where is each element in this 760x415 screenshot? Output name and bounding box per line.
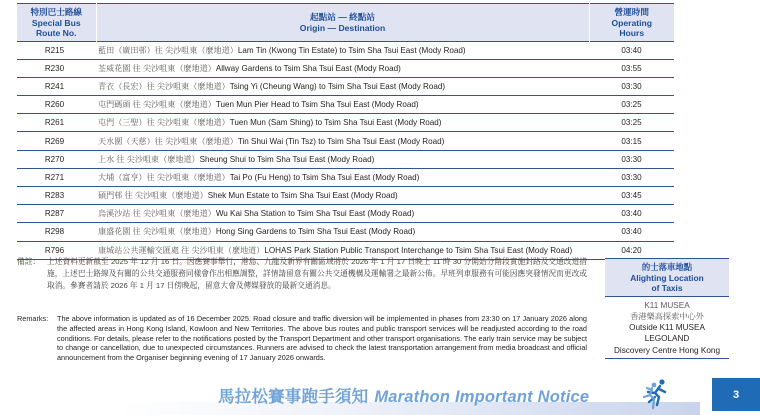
remarks-en-label: Remarks: — [17, 314, 49, 323]
header-od-en: Origin — Destination — [299, 22, 386, 33]
route-number: R230 — [17, 59, 96, 77]
footer-title-zh: 馬拉松賽事跑手須知 — [218, 388, 369, 406]
od-en: Lam Tin (Kwong Tin Estate) to Tsim Sha Tsui East (Mody Road) — [237, 45, 466, 55]
header-operating-hours — [589, 4, 674, 42]
operating-hours: 03:15 — [589, 132, 674, 150]
remarks-en-body: The above information is updated as of 16 December 2025. Road closure and traffic diversion will be implemented in phases from 23:30 on 17 January 2026 along the affected areas in Hong Kong Island, Kowloon and New Territories. The above bus routes and public transport services will be readjusted according to the road conditions. For details, please refer to the notifications posted by the Transport Department and other transport organisations. The early train service may be subject to change or cancellation, due to unexpected circumstances. Runners are advised to check the latest transportation arrangement from media broadcast and official announcement from the Organiser beginning evening of 17 January 2026 onwards. — [57, 314, 587, 363]
taxi-header-en-1: Alighting Location — [630, 272, 704, 283]
remarks-english — [17, 314, 587, 363]
od-zh: 康城站公共運輸交匯處 往 尖沙咀東（麼地道） — [98, 245, 265, 255]
operating-hours: 04:20 — [589, 241, 674, 259]
operating-hours: 03:30 — [589, 168, 674, 186]
od-en: Shek Mun Estate to Tsim Sha Tsui East (Mody Road) — [207, 191, 398, 201]
route-number: R241 — [17, 77, 96, 95]
origin-destination — [96, 223, 589, 241]
taxi-header-en-2: of Taxis — [651, 283, 683, 293]
table-row — [17, 132, 674, 150]
origin-destination — [96, 132, 589, 150]
origin-destination — [96, 59, 589, 77]
table-row — [17, 114, 674, 132]
od-zh: 烏溪沙站 往 尖沙咀東（麼地道） — [98, 209, 216, 219]
taxi-location — [605, 297, 729, 359]
route-number: R796 — [17, 241, 96, 259]
remarks-zh-label: 備註： — [17, 257, 41, 266]
footer-title — [218, 383, 589, 407]
od-en: Wu Kai Sha Station to Tsim Sha Tsui East (Mody Road) — [215, 209, 415, 219]
route-number: R271 — [17, 168, 96, 186]
remarks-chinese — [17, 256, 587, 291]
od-en: Tin Shui Wai (Tin Tsz) to Tsim Sha Tsui East (Mody Road) — [237, 136, 445, 146]
od-zh: 天水圍（天慈）往 尖沙咀東（麼地道） — [98, 136, 238, 146]
operating-hours: 03:25 — [589, 114, 674, 132]
taxi-alighting-box — [605, 258, 729, 359]
origin-destination — [96, 150, 589, 168]
table-row — [17, 205, 674, 223]
od-en: Sheung Shui to Tsim Sha Tsui East (Mody Road) — [199, 154, 375, 164]
origin-destination — [96, 41, 589, 59]
table-row — [17, 96, 674, 114]
od-en: LOHAS Park Station Public Transport Interchange to Tsim Sha Tsui East (Mody Road) — [264, 245, 573, 255]
origin-destination — [96, 77, 589, 95]
taxi-line-4: LEGOLAND — [644, 334, 690, 344]
header-origin-destination — [96, 4, 589, 42]
origin-destination — [96, 168, 589, 186]
header-route-en-1: Special Bus — [31, 17, 81, 28]
taxi-line-1: K11 MUSEA — [644, 300, 690, 310]
operating-hours: 03:55 — [589, 59, 674, 77]
od-en: Tai Po (Fu Heng) to Tsim Sha Tsui East (Mody Road) — [229, 172, 420, 182]
od-en: Tsing Yi (Cheung Wang) to Tsim Sha Tsui East (Mody Road) — [229, 81, 446, 91]
od-en: Allway Gardens to Tsim Sha Tsui East (Mody Road) — [215, 63, 401, 73]
operating-hours: 03:30 — [589, 150, 674, 168]
taxi-line-3: Outside K11 MUSEA — [629, 323, 705, 333]
od-zh: 青衣（長宏）往 尖沙咀東（麼地道） — [98, 81, 230, 91]
operating-hours: 03:40 — [589, 205, 674, 223]
od-zh: 上水 往 尖沙咀東（麼地道） — [98, 154, 200, 164]
table-row — [17, 59, 674, 77]
origin-destination — [96, 187, 589, 205]
special-bus-route-table — [17, 3, 674, 260]
od-zh: 康盛花園 往 尖沙咀東（麼地道） — [98, 227, 216, 237]
table-row — [17, 41, 674, 59]
table-row — [17, 168, 674, 186]
origin-destination — [96, 205, 589, 223]
od-zh: 荃威花園 往 尖沙咀東（麼地道） — [98, 63, 216, 73]
page-number-badge: 3 — [712, 378, 760, 411]
runners-icon — [641, 378, 671, 412]
route-number: R298 — [17, 223, 96, 241]
od-zh: 藍田（廣田邨）往 尖沙咀東（麼地道） — [98, 45, 238, 55]
od-zh: 屯門（三聖）往 尖沙咀東（麼地道） — [98, 118, 230, 128]
operating-hours: 03:25 — [589, 96, 674, 114]
route-number: R260 — [17, 96, 96, 114]
table-row — [17, 77, 674, 95]
od-zh: 屯門碼頭 往 尖沙咀東（麼地道） — [98, 100, 216, 110]
header-route — [17, 4, 96, 42]
taxi-header-zh: 的士落車地點 — [641, 262, 693, 272]
header-hours-en-1: Operating — [611, 17, 653, 28]
table-row — [17, 150, 674, 168]
origin-destination — [96, 96, 589, 114]
table-header — [17, 4, 674, 42]
operating-hours: 03:40 — [589, 41, 674, 59]
od-en: Tuen Mun (Sam Shing) to Tsim Sha Tsui East (Mody Road) — [229, 118, 442, 128]
operating-hours: 03:30 — [589, 77, 674, 95]
od-en: Hong Sing Gardens to Tsim Sha Tsui East (Mody Road) — [215, 227, 416, 237]
route-number: R269 — [17, 132, 96, 150]
od-zh: 大埔（富亨）往 尖沙咀東（麼地道） — [98, 172, 230, 182]
remarks-zh-body: 上述資料更新截至 2025 年 12 月 16 日。因應賽事舉行，港島、九龍及新界有關區域將於 2026 年 1 月 17 日晚上 11 時 30 分開始分階段實施封路及交通改道措施，上述巴士路線及有關的公共交通服務同樣會作出相應調整，詳情請留意有關公共交通機構及運輸署之最新公佈。早班列車服務有可能因應突發情況而更改或取消。參賽者請於 2026 年 1 月 17 日傍晚起，留意大會及傳媒發放的最新交通消息。 — [47, 257, 587, 290]
taxi-line-2: 香港樂高探索中心外 — [630, 311, 704, 321]
footer-title-en: Marathon Important Notice — [374, 388, 590, 406]
route-number: R287 — [17, 205, 96, 223]
table-body — [17, 41, 674, 259]
header-od-zh: 起點站 — 終點站 — [310, 12, 375, 23]
header-route-en-2: Route No. — [35, 28, 77, 38]
route-number: R283 — [17, 187, 96, 205]
operating-hours: 03:40 — [589, 223, 674, 241]
header-hours-en-2: Hours — [619, 28, 645, 38]
route-number: R261 — [17, 114, 96, 132]
taxi-line-5: Discovery Centre Hong Kong — [613, 345, 721, 355]
od-zh: 碩門邨 往 尖沙咀東（麼地道） — [98, 191, 208, 201]
route-number: R270 — [17, 150, 96, 168]
operating-hours: 03:45 — [589, 187, 674, 205]
table-row — [17, 223, 674, 241]
origin-destination — [96, 114, 589, 132]
header-route-zh: 特別巴士路線 — [30, 7, 83, 17]
taxi-header — [605, 258, 729, 297]
table-row — [17, 187, 674, 205]
header-hours-zh: 營運時間 — [614, 7, 649, 17]
od-en: Tuen Mun Pier Head to Tsim Sha Tsui East (Mody Road) — [215, 100, 419, 110]
route-number: R215 — [17, 41, 96, 59]
